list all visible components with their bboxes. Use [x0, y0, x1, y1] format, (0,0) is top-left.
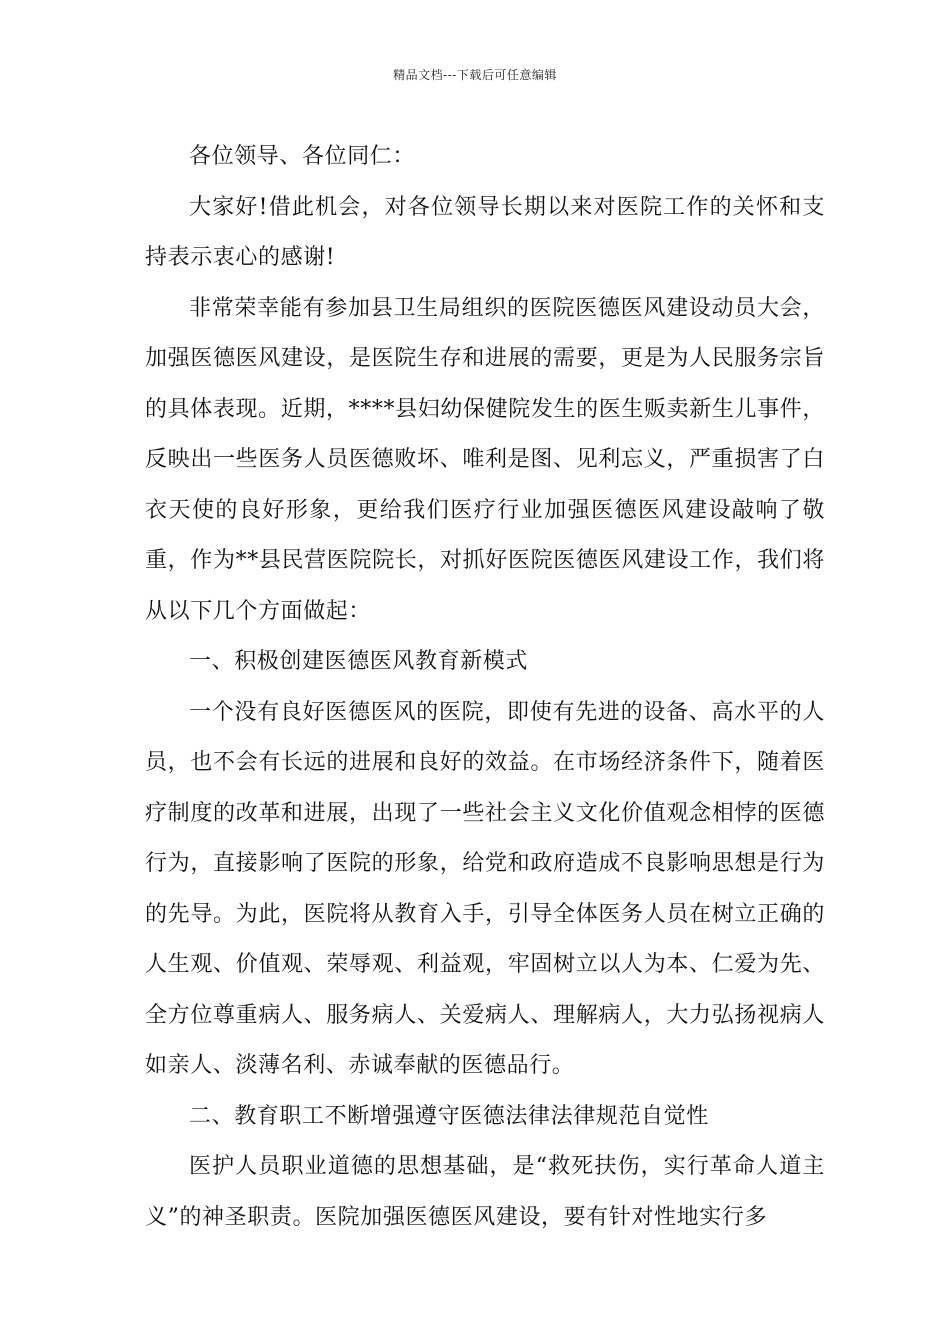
intro-paragraph: 非常荣幸能有参加县卫生局组织的医院医德医风建设动员大会，加强医德医风建设，是医院生存和进展的需要，更是为人民服务宗旨的具体表现。近期，****县妇幼保健院发生的医生贩卖新生儿事件，反映出一些医务人员医德败坏、唯利是图、见利忘义，严重损害了白衣天使的良好形象，更给我们医疗行业加强医德医风建设敲响了敬重，作为**县民营医院院长，对抓好医院医德医风建设工作，我们将从以下几个方面做起： — [145, 295, 825, 624]
page-header: 精品文档---下载后可任意编辑 — [393, 68, 557, 82]
section-heading-1: 一、积极创建医德医风教育新模式 — [189, 649, 529, 674]
salutation: 各位领导、各位同仁： — [189, 144, 416, 169]
section-1-paragraph: 一个没有良好医德医风的医院，即使有先进的设备、高水平的人员，也不会有长远的进展和良好的效益。在市场经济条件下，随着医疗制度的改革和进展，出现了一些社会主义文化价值观念相悖的医德行为，直接影响了医院的形象，给党和政府造成不良影响思想是行为的先导。为此，医院将从教育入手，引导全体医务人员在树立正确的人生观、价值观、荣辱观、利益观，牢固树立以人为本、仁爱为先、全方位尊重病人、服务病人、关爱病人、理解病人，大力弘扬视病人如亲人、淡薄名利、赤诚奉献的医德品行。 — [145, 699, 825, 1078]
greeting-paragraph: 大家好!借此机会，对各位领导长期以来对医院工作的关怀和支持表示衷心的感谢! — [145, 194, 825, 270]
document-body — [145, 132, 825, 1243]
section-2-paragraph: 医护人员职业道德的思想基础，是“救死扶伤，实行革命人道主义”的神圣职责。医院加强医德医风建设，要有针对性地实行多 — [145, 1154, 825, 1230]
section-heading-2: 二、教育职工不断增强遵守医德法律法律规范自觉性 — [189, 1103, 709, 1129]
